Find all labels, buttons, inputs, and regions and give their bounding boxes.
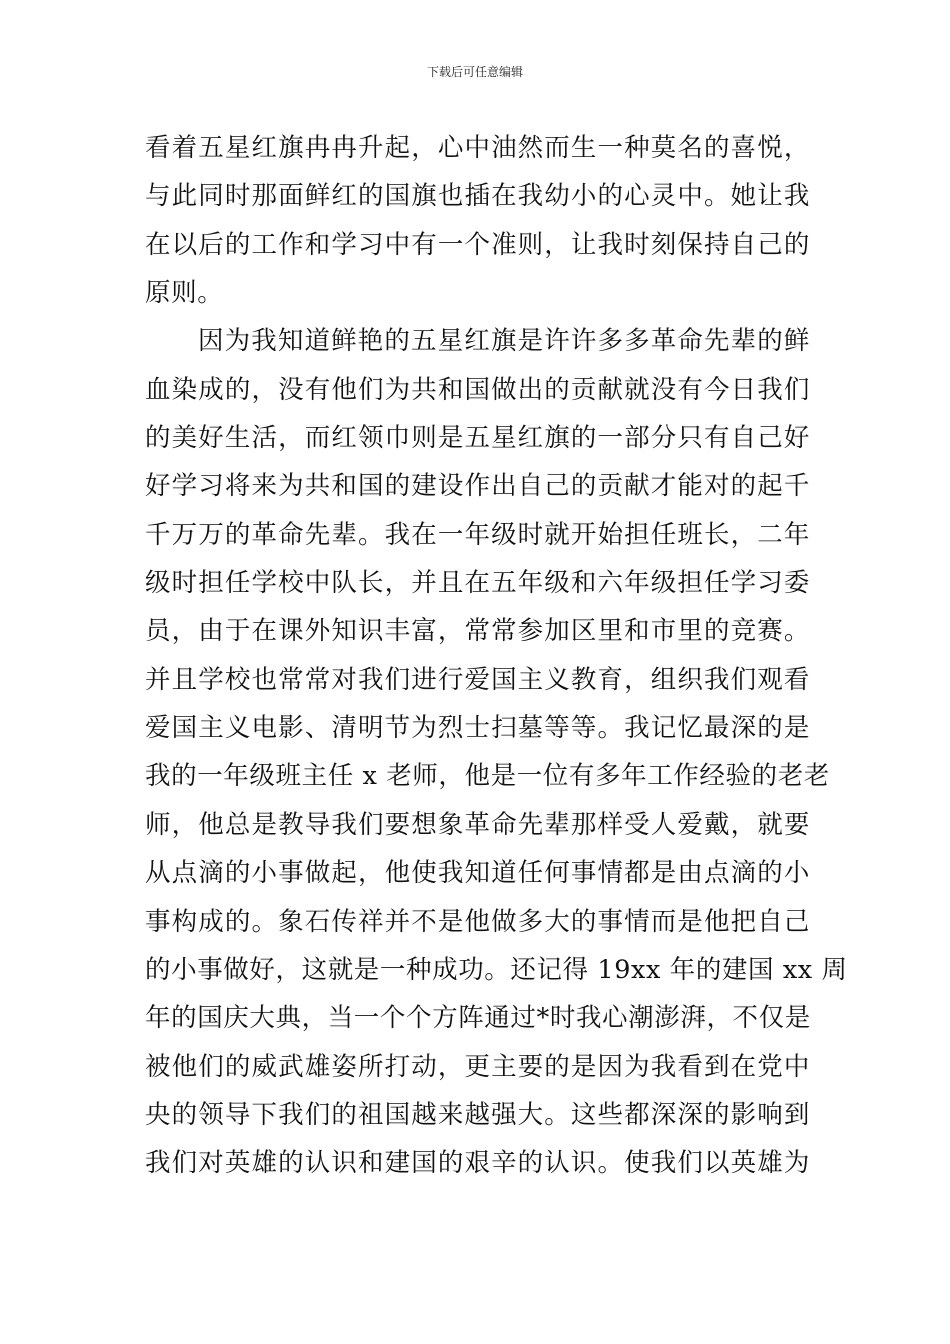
text-line: 央的领导下我们的祖国越来越强大。这些都深深的影响到 [145,1099,810,1130]
text-line: 因为我知道鲜艳的五星红旗是许许多多革命先辈的鲜 [198,326,810,357]
text-line: 的美好生活，而红领巾则是五星红旗的一部分只有自己好 [145,423,810,454]
text-line: 从点滴的小事做起，他使我知道任何事情都是由点滴的小 [145,858,810,889]
text-line: 年的国庆大典，当一个个方阵通过*时我心潮澎湃，不仅是 [145,1003,811,1034]
text-line: 好学习将来为共和国的建设作出自己的贡献才能对的起千 [145,471,810,502]
text-line: 我的一年级班主任 x 老师，他是一位有多年工作经验的老老 [145,761,830,792]
text-line: 爱国主义电影、清明节为烈士扫墓等等。我记忆最深的是 [145,713,810,744]
text-line: 员，由于在课外知识丰富，常常参加区里和市里的竞赛。 [145,616,810,647]
text-line: 原则。 [145,278,224,309]
body-text [145,124,848,1188]
text-line: 与此同时那面鲜红的国旗也插在我幼小的心灵中。她让我 [145,181,810,212]
text-line: 师，他总是教导我们要想象革命先辈那样受人爱戴，就要 [145,809,810,840]
text-line: 事构成的。象石传祥并不是他做多大的事情而是他把自己 [145,906,810,937]
text-line: 在以后的工作和学习中有一个准则，让我时刻保持自己的 [145,229,810,260]
text-line: 看着五星红旗冉冉升起，心中油然而生一种莫名的喜悦， [145,133,810,163]
text-line: 血染成的，没有他们为共和国做出的贡献就没有今日我们 [145,374,810,405]
text-line: 千万万的革命先辈。我在一年级时就开始担任班长，二年 [145,519,810,550]
text-line: 我们对英雄的认识和建国的艰辛的认识。使我们以英雄为 [145,1148,810,1179]
text-line: 的小事做好，这就是一种成功。还记得 19xx 年的建国 xx 周 [145,954,848,985]
text-line: 级时担任学校中队长，并且在五年级和六年级担任学习委 [145,568,810,599]
text-line: 并且学校也常常对我们进行爱国主义教育，组织我们观看 [145,664,810,695]
page-header: 下载后可任意编辑 [426,65,523,79]
text-line: 被他们的威武雄姿所打动，更主要的是因为我看到在党中 [145,1051,810,1082]
